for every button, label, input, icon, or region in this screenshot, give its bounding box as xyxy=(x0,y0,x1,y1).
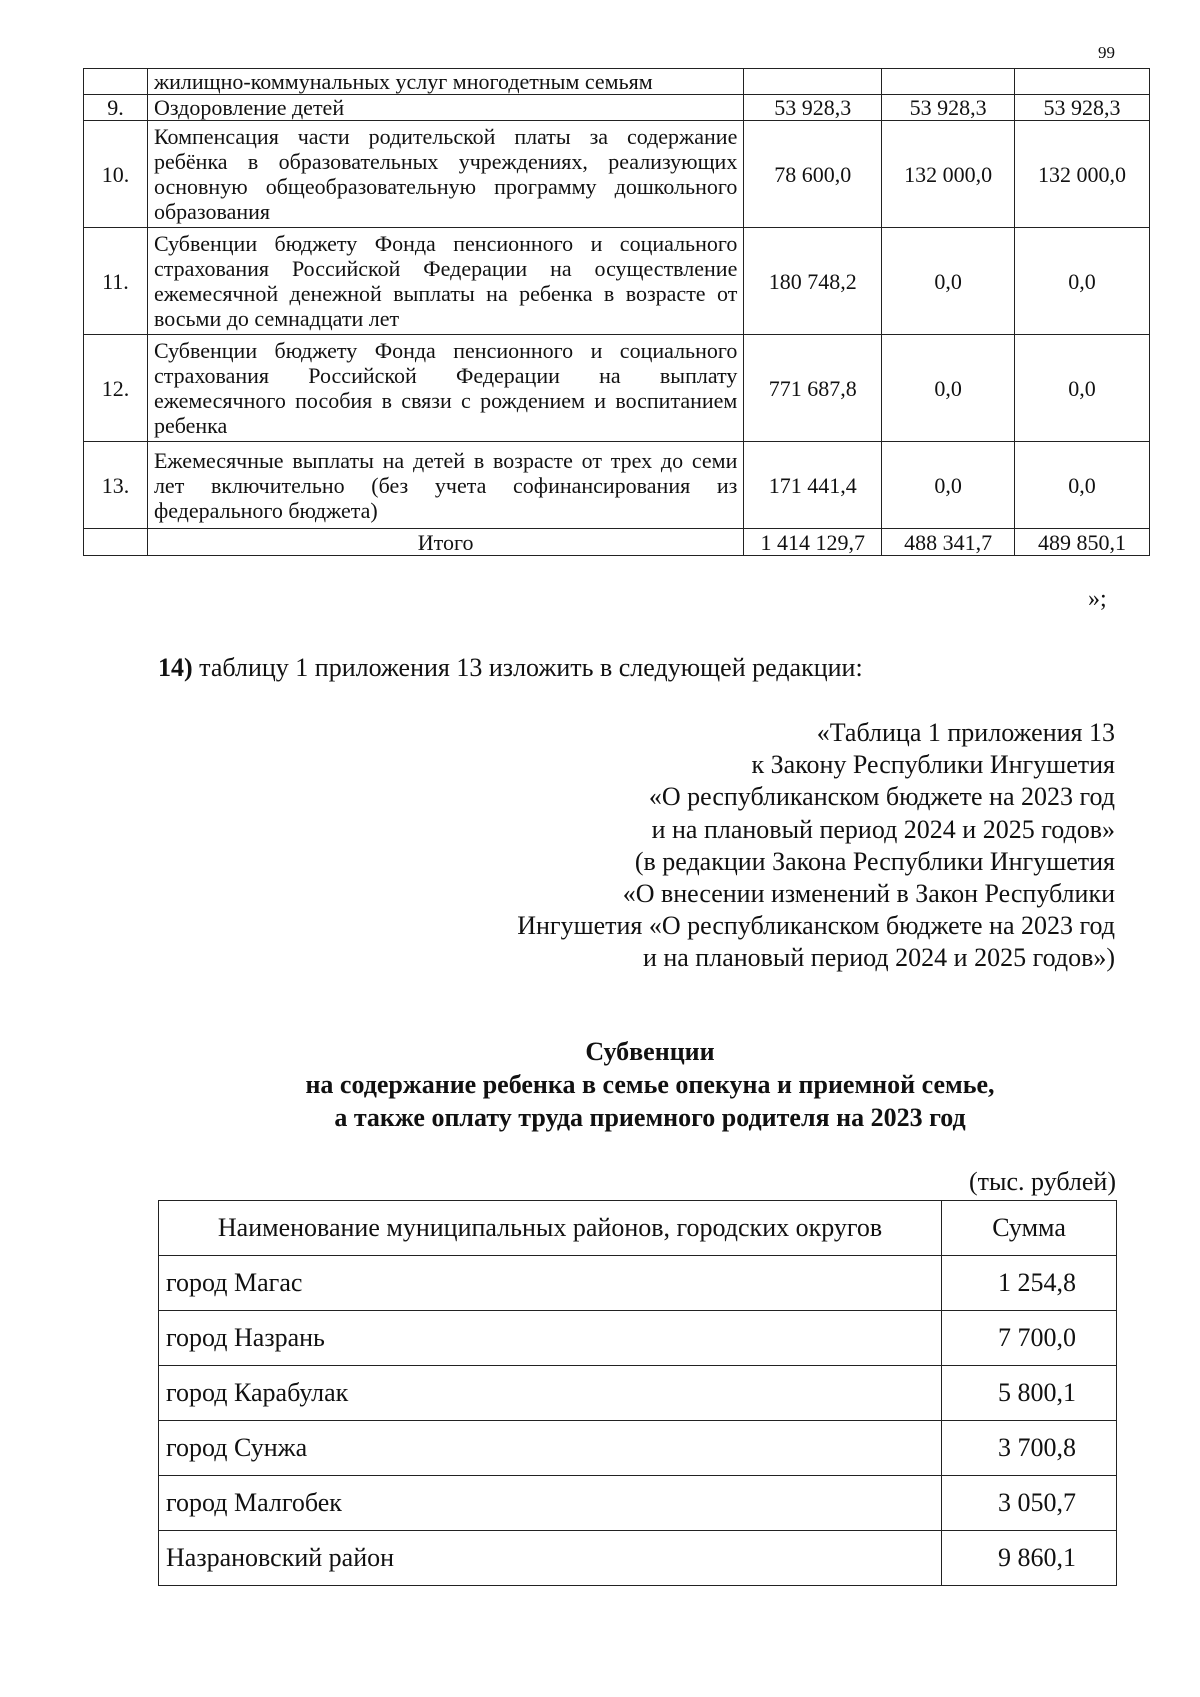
total-label: Итого xyxy=(147,529,743,556)
region-amount: 7 700,0 xyxy=(942,1311,1117,1366)
value-2024: 53 928,3 xyxy=(882,95,1015,121)
table-row xyxy=(84,95,1150,121)
value-2024: 0,0 xyxy=(882,228,1015,335)
region-name: город Сунжа xyxy=(159,1421,942,1476)
value-2025 xyxy=(1015,69,1150,95)
region-amount: 3 700,8 xyxy=(942,1421,1117,1476)
appendix-line: и на плановый период 2024 и 2025 годов» xyxy=(651,814,1115,844)
total-2024: 488 341,7 xyxy=(882,529,1015,556)
instruction-number: 14) xyxy=(158,653,193,682)
row-number: 12. xyxy=(84,335,148,442)
units-label: (тыс. рублей) xyxy=(968,1167,1116,1196)
row-number: 11. xyxy=(84,228,148,335)
upper-table xyxy=(83,68,1150,556)
region-name: Назрановский район xyxy=(159,1531,942,1586)
region-name: город Назрань xyxy=(159,1311,942,1366)
table-row xyxy=(159,1421,1117,1476)
title-line: на содержание ребенка в семье опекуна и приемной семье, xyxy=(305,1070,995,1099)
row-name: Компенсация части родительской платы за содержание ребёнка в образовательных учреждениях, реализующих основную общеобразовательную программу дошкольного образования xyxy=(147,121,743,228)
instruction-paragraph xyxy=(158,653,863,683)
value-2024 xyxy=(882,69,1015,95)
region-name: город Малгобек xyxy=(159,1476,942,1531)
row-name: Субвенции бюджету Фонда пенсионного и социального страхования Российской Федерации на осуществление ежемесячной денежной выплаты на ребенка в возрасте от восьми до семнадцати лет xyxy=(147,228,743,335)
value-2025: 0,0 xyxy=(1015,442,1150,529)
row-name: Ежемесячные выплаты на детей в возрасте от трех до семи лет включительно (без учета софинансирования из федерального бюджета) xyxy=(147,442,743,529)
appendix-line: «Таблица 1 приложения 13 xyxy=(816,718,1115,747)
instruction-text: таблицу 1 приложения 13 изложить в следующей редакции: xyxy=(192,653,863,682)
value-2025: 0,0 xyxy=(1015,335,1150,442)
value-2023: 53 928,3 xyxy=(744,95,882,121)
region-amount: 9 860,1 xyxy=(942,1531,1117,1586)
total-2023: 1 414 129,7 xyxy=(744,529,882,556)
region-amount: 5 800,1 xyxy=(942,1366,1117,1421)
value-2024: 0,0 xyxy=(882,442,1015,529)
row-number xyxy=(84,529,148,556)
value-2025: 53 928,3 xyxy=(1015,95,1150,121)
subsidy-table xyxy=(158,1200,1117,1586)
table-row xyxy=(159,1256,1117,1311)
value-2023: 78 600,0 xyxy=(744,121,882,228)
header-amount: Сумма xyxy=(942,1201,1117,1256)
section-title xyxy=(150,1035,1150,1134)
table-row xyxy=(84,442,1150,529)
value-2023: 180 748,2 xyxy=(744,228,882,335)
value-2025: 0,0 xyxy=(1015,228,1150,335)
region-name: город Магас xyxy=(159,1256,942,1311)
total-2025: 489 850,1 xyxy=(1015,529,1150,556)
table-row xyxy=(84,121,1150,228)
table-row xyxy=(159,1476,1117,1531)
table-row xyxy=(159,1311,1117,1366)
region-amount: 3 050,7 xyxy=(942,1476,1117,1531)
row-number: 10. xyxy=(84,121,148,228)
appendix-reference xyxy=(517,717,1115,975)
appendix-line: к Закону Республики Ингушетия xyxy=(751,750,1115,780)
value-2024: 0,0 xyxy=(882,335,1015,442)
value-2023: 171 441,4 xyxy=(744,442,882,529)
closing-quote: »; xyxy=(1088,586,1107,612)
appendix-line: и на плановый период 2024 и 2025 годов») xyxy=(642,943,1115,973)
row-number: 9. xyxy=(84,95,148,121)
value-2025: 132 000,0 xyxy=(1015,121,1150,228)
title-line: Субвенции xyxy=(585,1037,715,1066)
table-row xyxy=(84,228,1150,335)
value-2024: 132 000,0 xyxy=(882,121,1015,228)
table-row xyxy=(84,69,1150,95)
total-row xyxy=(84,529,1150,556)
page-number: 99 xyxy=(1098,43,1115,62)
table-header-row xyxy=(159,1201,1117,1256)
row-name: жилищно-коммунальных услуг многодетным семьям xyxy=(147,69,743,95)
appendix-line: Ингушетия «О республиканском бюджете на 2023 год xyxy=(517,911,1115,941)
table-row xyxy=(159,1366,1117,1421)
appendix-line: «О республиканском бюджете на 2023 год xyxy=(648,782,1115,812)
appendix-line: (в редакции Закона Республики Ингушетия xyxy=(634,846,1115,876)
table-row xyxy=(159,1531,1117,1586)
value-2023 xyxy=(744,69,882,95)
table-row xyxy=(84,335,1150,442)
region-name: город Карабулак xyxy=(159,1366,942,1421)
row-number: 13. xyxy=(84,442,148,529)
row-number xyxy=(84,69,148,95)
title-line: а также оплату труда приемного родителя на 2023 год xyxy=(334,1103,966,1132)
region-amount: 1 254,8 xyxy=(942,1256,1117,1311)
appendix-line: «О внесении изменений в Закон Республики xyxy=(622,879,1115,909)
row-name: Субвенции бюджету Фонда пенсионного и социального страхования Российской Федерации на выплату ежемесячного пособия в связи с рождением и воспитанием ребенка xyxy=(147,335,743,442)
header-region: Наименование муниципальных районов, городских округов xyxy=(159,1201,942,1256)
row-name: Оздоровление детей xyxy=(147,95,743,121)
value-2023: 771 687,8 xyxy=(744,335,882,442)
